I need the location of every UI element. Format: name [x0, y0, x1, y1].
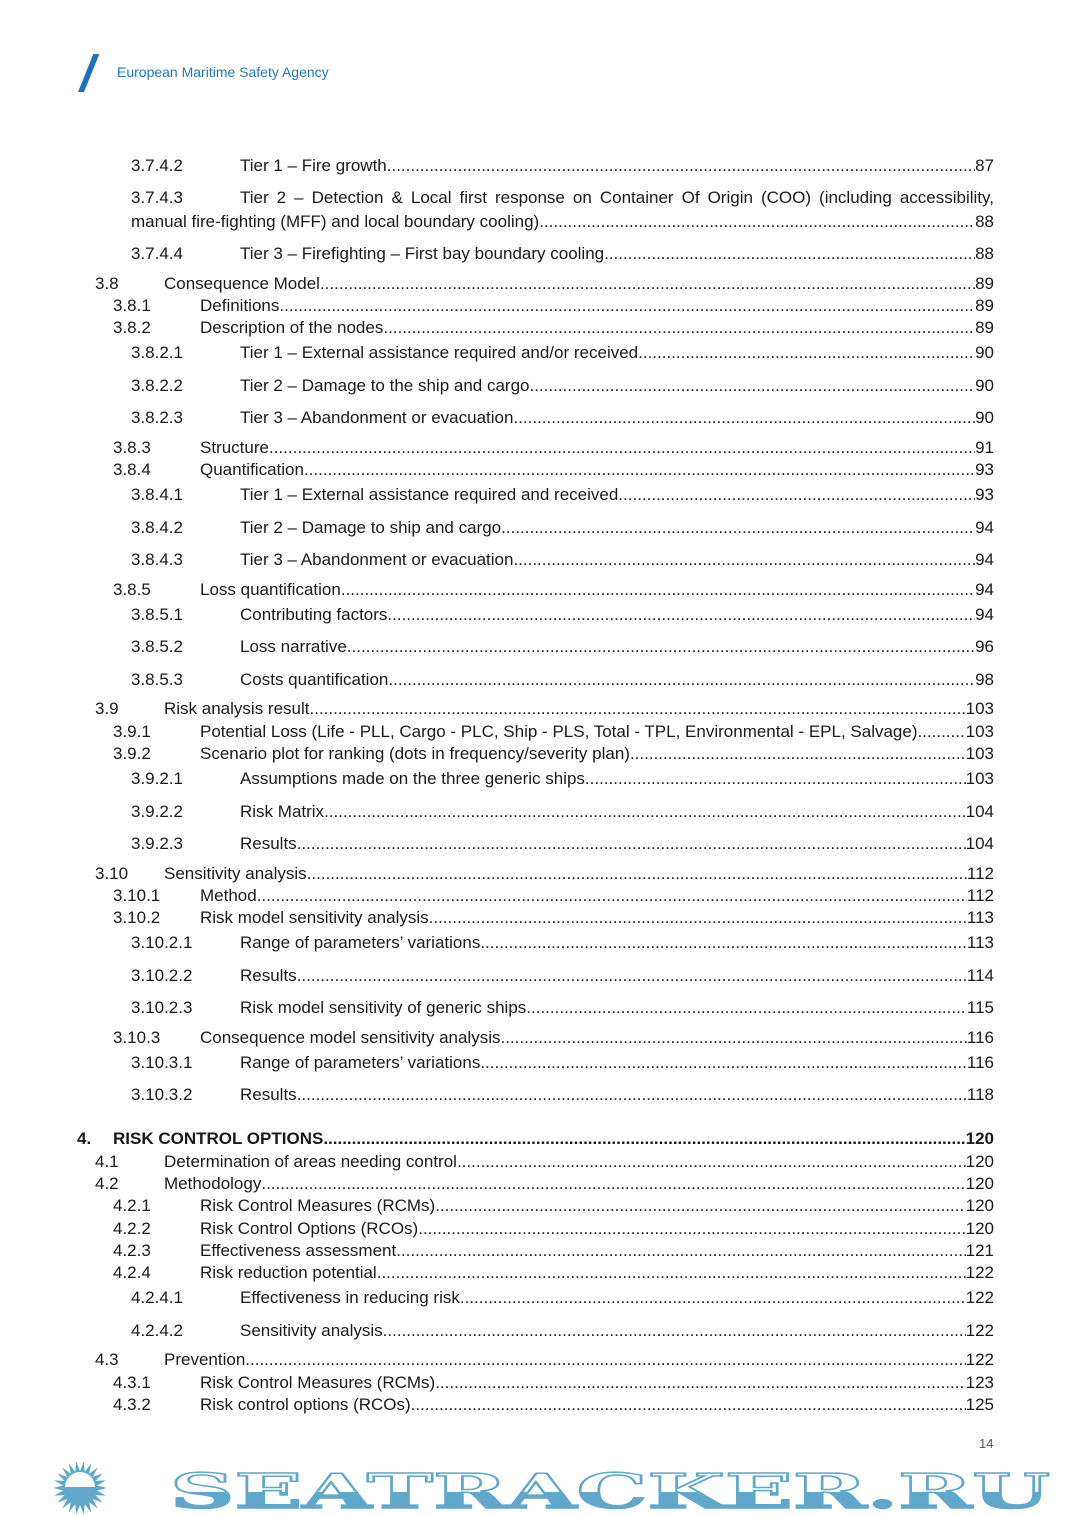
toc-entry[interactable] — [0, 743, 1080, 765]
dot-leader — [429, 907, 967, 929]
dot-leader — [630, 743, 966, 765]
toc-entry-number: 3.8.5.2 — [131, 637, 183, 656]
dot-leader — [418, 1218, 965, 1240]
toc-entry-number: 3.10.3 — [113, 1028, 161, 1047]
toc-entry-line — [200, 907, 994, 929]
dot-leader — [387, 155, 975, 177]
toc-entry-title: Risk reduction potential — [200, 1263, 377, 1282]
toc-entry-line — [131, 211, 994, 233]
toc-entry-line — [240, 155, 994, 177]
dot-leader — [324, 801, 966, 823]
toc-entry-page: 89 — [975, 318, 994, 337]
dot-leader — [383, 317, 975, 339]
dot-leader — [388, 669, 975, 691]
toc-entry-number: 4.3.1 — [113, 1373, 151, 1392]
toc-entry-line — [200, 1027, 994, 1049]
toc-entry-title: Risk model sensitivity analysis — [200, 908, 429, 927]
toc-entry-title: Risk Control Measures (RCMs) — [200, 1373, 436, 1392]
toc-entry-title: Potential Loss (Life - PLL, Cargo - PLC, Ship - PLS, Total - TPL, Environmental - EPL, Salvage) — [200, 722, 918, 741]
toc-entry-line — [240, 997, 994, 1019]
toc-entry-number: 3.9.2.3 — [131, 834, 183, 853]
dot-leader — [269, 437, 975, 459]
toc-entry-page: 121 — [965, 1241, 994, 1260]
toc-entry-line — [200, 317, 994, 339]
toc-entry-line — [240, 517, 994, 539]
toc-entry-number: 4.2 — [95, 1174, 119, 1193]
toc-entry[interactable] — [0, 375, 1080, 397]
dot-leader — [604, 243, 975, 265]
toc-entry-line — [164, 698, 994, 720]
toc-entry[interactable] — [0, 833, 1080, 855]
toc-entry-line — [200, 1240, 994, 1262]
toc-entry[interactable] — [0, 273, 1080, 295]
toc-entry-title: RISK CONTROL OPTIONS — [113, 1129, 324, 1148]
dot-leader — [323, 1128, 965, 1150]
toc-entry-number: 4.2.4.1 — [131, 1288, 183, 1307]
dot-leader — [539, 211, 975, 233]
toc-entry-title: Results — [240, 834, 297, 853]
toc-entry-number: 3.7.4.2 — [131, 156, 183, 175]
toc-entry-title: Contributing factors — [240, 605, 388, 624]
toc-entry-page: 125 — [965, 1395, 994, 1414]
toc-entry-page: 104 — [965, 834, 994, 853]
toc-entry-title: Sensitivity analysis — [240, 1321, 383, 1340]
toc-entry-number: 3.8.4.3 — [131, 550, 183, 569]
toc-entry[interactable] — [0, 549, 1080, 571]
toc-entry-number: 3.7.4.4 — [131, 244, 183, 263]
toc-entry-line — [200, 885, 994, 907]
dot-leader — [457, 1151, 966, 1173]
toc-entry-title: Definitions — [200, 296, 280, 315]
agency-name: European Maritime Safety Agency — [117, 64, 329, 80]
toc-entry[interactable] — [0, 1218, 1080, 1240]
toc-entry[interactable] — [0, 243, 1080, 265]
dot-leader — [297, 833, 966, 855]
toc-entry-title: Tier 2 – Damage to the ship and cargo — [240, 376, 530, 395]
toc-entry-number: 3.7.4.3 — [131, 188, 183, 207]
toc-entry-line — [200, 579, 994, 601]
toc-entry[interactable] — [0, 863, 1080, 885]
dot-leader — [297, 965, 967, 987]
toc-entry-title: Results — [240, 966, 297, 985]
toc-entry[interactable] — [0, 997, 1080, 1019]
toc-entry-number: 3.10.2.3 — [131, 998, 193, 1017]
toc-entry-title: Tier 3 – Firefighting – First bay boundary cooling — [240, 244, 605, 263]
dot-leader — [310, 698, 966, 720]
toc-entry-line — [240, 932, 994, 954]
toc-entry[interactable] — [0, 295, 1080, 317]
toc-entry-number: 4.2.3 — [113, 1241, 151, 1260]
toc-entry-page: 122 — [965, 1288, 994, 1307]
dot-leader — [529, 375, 975, 397]
toc-entry-title: Consequence model sensitivity analysis — [200, 1028, 501, 1047]
toc-entry-number: 3.9.2.2 — [131, 802, 183, 821]
dot-leader — [341, 579, 975, 601]
toc-entry-title: Risk model sensitivity of generic ships — [240, 998, 527, 1017]
toc-entry[interactable] — [0, 636, 1080, 658]
dot-leader — [501, 517, 975, 539]
toc-entry-number: 3.10.2.1 — [131, 933, 193, 952]
toc-entry-line — [240, 636, 994, 658]
toc-entry-number: 3.8.4.2 — [131, 518, 183, 537]
dot-leader — [245, 1349, 965, 1371]
dot-leader — [347, 636, 975, 658]
toc-entry-page: 94 — [975, 518, 994, 537]
toc-entry-number: 3.10.2 — [113, 908, 161, 927]
toc-entry-number: 3.8.2.1 — [131, 343, 183, 362]
toc-entry[interactable] — [0, 437, 1080, 459]
toc-entry-page: 93 — [975, 460, 994, 479]
toc-entry-page: 89 — [975, 296, 994, 315]
toc-entry[interactable] — [0, 155, 1080, 177]
toc-entry[interactable] — [0, 317, 1080, 339]
toc-entry-title: Results — [240, 1085, 297, 1104]
toc-entry-page: 122 — [965, 1263, 994, 1282]
toc-entry[interactable] — [0, 517, 1080, 539]
toc-entry-title: Tier 1 – External assistance required and received — [240, 485, 619, 504]
dot-leader — [460, 1287, 966, 1309]
toc-entry-line — [200, 437, 994, 459]
toc-entry-line — [164, 273, 994, 295]
toc-entry-number: 3.10.2.2 — [131, 966, 193, 985]
toc-entry-number: 3.8.4 — [113, 460, 151, 479]
toc-entry-title: Structure — [200, 438, 269, 457]
toc-entry-title: Risk analysis result — [164, 699, 310, 718]
toc-entry-page: 123 — [965, 1373, 994, 1392]
toc-entry-number: 3.8.5 — [113, 580, 151, 599]
toc-entry-line — [240, 1084, 994, 1106]
toc-entry-line — [164, 1349, 994, 1371]
toc-entry-page: 115 — [966, 998, 994, 1017]
dot-leader — [480, 1052, 967, 1074]
toc-entry-line — [164, 1151, 994, 1173]
toc-entry-page: 116 — [966, 1053, 994, 1072]
toc-entry-page: 94 — [975, 550, 994, 569]
toc-entry-line — [200, 459, 994, 481]
toc-entry-page: 90 — [975, 408, 994, 427]
toc-entry-line — [200, 1372, 994, 1394]
toc-entry-title: Prevention — [164, 1350, 246, 1369]
toc-entry-number: 3.9.1 — [113, 722, 151, 741]
toc-entry-line — [240, 965, 994, 987]
toc-entry-number: 3.9.2.1 — [131, 769, 183, 788]
toc-entry-title: Costs quantification — [240, 670, 389, 689]
toc-entry[interactable] — [0, 1052, 1080, 1074]
toc-entry-page: 93 — [975, 485, 994, 504]
toc-entry-page: 98 — [975, 670, 994, 689]
toc-entry-number: 3.9 — [95, 699, 119, 718]
toc-entry-number: 4.2.4 — [113, 1263, 151, 1282]
toc-entry[interactable] — [0, 965, 1080, 987]
dot-leader — [261, 1173, 965, 1195]
toc-entry-page: 94 — [975, 580, 994, 599]
toc-entry-title: Risk Control Options (RCOs) — [200, 1219, 419, 1238]
toc-entry-title: Range of parameters’ variations — [240, 1053, 481, 1072]
toc-entry-line — [200, 743, 994, 765]
toc-entry[interactable] — [0, 1240, 1080, 1262]
dot-leader — [526, 997, 967, 1019]
toc-entry-page: 120 — [965, 1174, 994, 1193]
toc-entry-title: Method — [200, 886, 257, 905]
toc-entry-title: Tier 3 – Abandonment or evacuation — [240, 408, 514, 427]
toc-entry-page: 122 — [965, 1321, 994, 1340]
toc-entry[interactable] — [0, 801, 1080, 823]
toc-entry-page: 103 — [965, 722, 994, 741]
toc-entry-number: 3.10.3.2 — [131, 1085, 193, 1104]
toc-entry-line — [240, 243, 994, 265]
toc-entry-title: Tier 2 – Detection & Local first response on Container Of Origin (COO) (including accessibility, — [240, 188, 994, 207]
toc-entry[interactable] — [0, 721, 1080, 743]
toc-entry[interactable] — [0, 1394, 1080, 1416]
toc-entry[interactable] — [0, 484, 1080, 506]
toc-entry-title: Sensitivity analysis — [164, 864, 307, 883]
toc-entry-continuation — [0, 211, 1080, 233]
toc-entry[interactable] — [0, 1084, 1080, 1106]
toc-entry-line — [240, 1052, 994, 1074]
toc-entry-title: Tier 1 – External assistance required and/or received — [240, 343, 639, 362]
toc-entry-page: 103 — [965, 699, 994, 718]
toc-entry[interactable] — [0, 187, 1080, 209]
dot-leader — [377, 1262, 966, 1284]
toc-entry-title: Methodology — [164, 1174, 262, 1193]
toc-entry-number: 3.8.3 — [113, 438, 151, 457]
toc-entry-line — [240, 187, 994, 209]
dot-leader — [383, 1320, 966, 1342]
dot-leader — [638, 342, 975, 364]
toc-entry-title: Quantification — [200, 460, 304, 479]
toc-entry[interactable] — [0, 1027, 1080, 1049]
toc-entry-line — [240, 375, 994, 397]
toc-entry[interactable] — [0, 604, 1080, 626]
toc-entry-page: 89 — [975, 274, 994, 293]
toc-entry-number: 3.8.2.2 — [131, 376, 183, 395]
dot-leader — [513, 549, 975, 571]
dot-leader — [307, 863, 967, 885]
toc-entry-page: 120 — [965, 1219, 994, 1238]
toc-entry-page: 112 — [966, 864, 994, 883]
toc-entry[interactable] — [0, 669, 1080, 691]
toc-entry-page: 113 — [966, 908, 994, 927]
toc-entry-title: Effectiveness in reducing risk — [240, 1288, 460, 1307]
toc-entry-title: Tier 1 – Fire growth — [240, 156, 387, 175]
page-number: 14 — [979, 1436, 994, 1451]
toc-entry-page: 112 — [966, 886, 994, 905]
dot-leader — [320, 273, 975, 295]
dot-leader — [304, 459, 975, 481]
toc-entry-page: 103 — [965, 744, 994, 763]
toc-entry-number: 3.9.2 — [113, 744, 151, 763]
dot-leader — [435, 1195, 965, 1217]
toc-entry-line — [240, 669, 994, 691]
toc-entry-line — [240, 801, 994, 823]
toc-entry[interactable] — [0, 1262, 1080, 1284]
toc-entry-number: 4.2.1 — [113, 1196, 151, 1215]
toc-entry-line — [164, 1173, 994, 1195]
toc-entry[interactable] — [0, 698, 1080, 720]
toc-entry-page: 120 — [965, 1196, 994, 1215]
toc-entry-page: 114 — [966, 966, 994, 985]
toc-entry-title: Risk Control Measures (RCMs) — [200, 1196, 436, 1215]
toc-entry-line — [240, 768, 994, 790]
toc-entry-number: 3.8.2.3 — [131, 408, 183, 427]
toc-entry-title: Determination of areas needing control — [164, 1152, 457, 1171]
toc-entry-page: 104 — [965, 802, 994, 821]
toc-entry-number: 3.8.2 — [113, 318, 151, 337]
toc-entry[interactable] — [0, 342, 1080, 364]
toc-entry-page: 88 — [975, 212, 994, 231]
toc-entry-page: 120 — [965, 1152, 994, 1171]
toc-entry-line — [200, 1195, 994, 1217]
toc-entry-number: 4. — [77, 1129, 92, 1148]
toc-entry[interactable] — [0, 1151, 1080, 1173]
toc-entry-line — [200, 721, 994, 743]
toc-entry-page: 116 — [966, 1028, 994, 1047]
toc-entry-title: Tier 2 – Damage to ship and cargo — [240, 518, 502, 537]
toc-entry-page: 94 — [975, 605, 994, 624]
toc-entry-number: 3.8.5.1 — [131, 605, 183, 624]
toc-entry-number: 4.2.4.2 — [131, 1321, 183, 1340]
toc-entry-line — [240, 604, 994, 626]
toc-entry-title: Tier 3 – Abandonment or evacuation — [240, 550, 514, 569]
dot-leader — [297, 1084, 967, 1106]
toc-entry-line — [240, 1320, 994, 1342]
toc-entry-line — [240, 833, 994, 855]
toc-entry-line — [164, 863, 994, 885]
toc-entry[interactable] — [0, 407, 1080, 429]
toc-entry-page: 122 — [965, 1350, 994, 1369]
toc-entry[interactable] — [0, 1173, 1080, 1195]
toc-entry-number: 3.10.1 — [113, 886, 161, 905]
dot-leader — [618, 484, 975, 506]
toc-entry-line — [113, 1128, 994, 1150]
toc-entry-number: 3.10 — [95, 864, 129, 883]
toc-entry-title: Loss quantification — [200, 580, 341, 599]
toc-entry-title: Consequence Model — [164, 274, 320, 293]
toc-entry-line — [240, 549, 994, 571]
toc-entry-line — [240, 484, 994, 506]
toc-entry-title: Assumptions made on the three generic ships — [240, 769, 585, 788]
toc-entry[interactable] — [0, 1195, 1080, 1217]
toc-entry-line — [200, 1262, 994, 1284]
toc-entry-page: 91 — [975, 438, 994, 457]
dot-leader — [387, 604, 975, 626]
toc-entry[interactable] — [0, 907, 1080, 929]
toc-entry-number: 4.1 — [95, 1152, 119, 1171]
toc-entry-number: 4.3.2 — [113, 1395, 151, 1414]
toc-entry-title: Range of parameters’ variations — [240, 933, 481, 952]
toc-entry-page: 118 — [966, 1085, 994, 1104]
toc-entry-number: 3.8 — [95, 274, 119, 293]
toc-entry-page: 113 — [966, 933, 994, 952]
toc-entry-line — [200, 295, 994, 317]
toc-entry-title: Risk Matrix — [240, 802, 325, 821]
agency-logo-slash — [78, 54, 99, 92]
toc-entry-line — [240, 407, 994, 429]
toc-entry-line — [240, 342, 994, 364]
toc-entry[interactable] — [0, 768, 1080, 790]
toc-entry-title: Risk control options (RCOs) — [200, 1395, 411, 1414]
toc-entry-line — [200, 1218, 994, 1240]
toc-entry-line — [240, 1287, 994, 1309]
toc-entry-title: Scenario plot for ranking (dots in frequency/severity plan) — [200, 744, 630, 763]
toc-entry-page: 88 — [975, 244, 994, 263]
dot-leader — [279, 295, 975, 317]
toc-entry-number: 4.2.2 — [113, 1219, 151, 1238]
toc-entry-number: 3.8.4.1 — [131, 485, 183, 504]
toc-entry[interactable] — [0, 1287, 1080, 1309]
toc-entry[interactable] — [0, 885, 1080, 907]
dot-leader — [585, 768, 966, 790]
dot-leader — [257, 885, 967, 907]
toc-entry-number: 3.10.3.1 — [131, 1053, 193, 1072]
watermark — [0, 1460, 1080, 1515]
toc-entry[interactable] — [0, 459, 1080, 481]
toc-entry[interactable] — [0, 579, 1080, 601]
toc-entry[interactable] — [0, 1372, 1080, 1394]
toc-entry-page: 103 — [965, 769, 994, 788]
dot-leader — [918, 721, 966, 743]
toc-entry-title-cont: manual fire-fighting (MFF) and local boundary cooling) — [131, 212, 540, 231]
toc-entry[interactable] — [0, 1128, 1080, 1150]
toc-entry-page: 90 — [975, 376, 994, 395]
toc-entry-page: 120 — [965, 1129, 994, 1148]
toc-entry[interactable] — [0, 932, 1080, 954]
toc-entry-line — [200, 1394, 994, 1416]
dot-leader — [501, 1027, 967, 1049]
watermark-text: SEATRACKER.RU — [170, 1464, 1050, 1515]
toc-entry-page: 90 — [975, 343, 994, 362]
toc-entry[interactable] — [0, 1320, 1080, 1342]
toc-entry-title: Effectiveness assessment — [200, 1241, 397, 1260]
dot-leader — [411, 1394, 966, 1416]
dot-leader — [513, 407, 975, 429]
toc-entry-title: Loss narrative — [240, 637, 347, 656]
dot-leader — [435, 1372, 965, 1394]
toc-entry[interactable] — [0, 1349, 1080, 1371]
toc-entry-number: 4.3 — [95, 1350, 119, 1369]
toc-entry-number: 3.8.5.3 — [131, 670, 183, 689]
toc-entry-page: 87 — [975, 156, 994, 175]
sun-icon — [53, 1461, 107, 1514]
toc-entry-page: 96 — [975, 637, 994, 656]
dot-leader — [480, 932, 967, 954]
toc-entry-number: 3.8.1 — [113, 296, 151, 315]
dot-leader — [396, 1240, 965, 1262]
toc-entry-title: Description of the nodes — [200, 318, 384, 337]
